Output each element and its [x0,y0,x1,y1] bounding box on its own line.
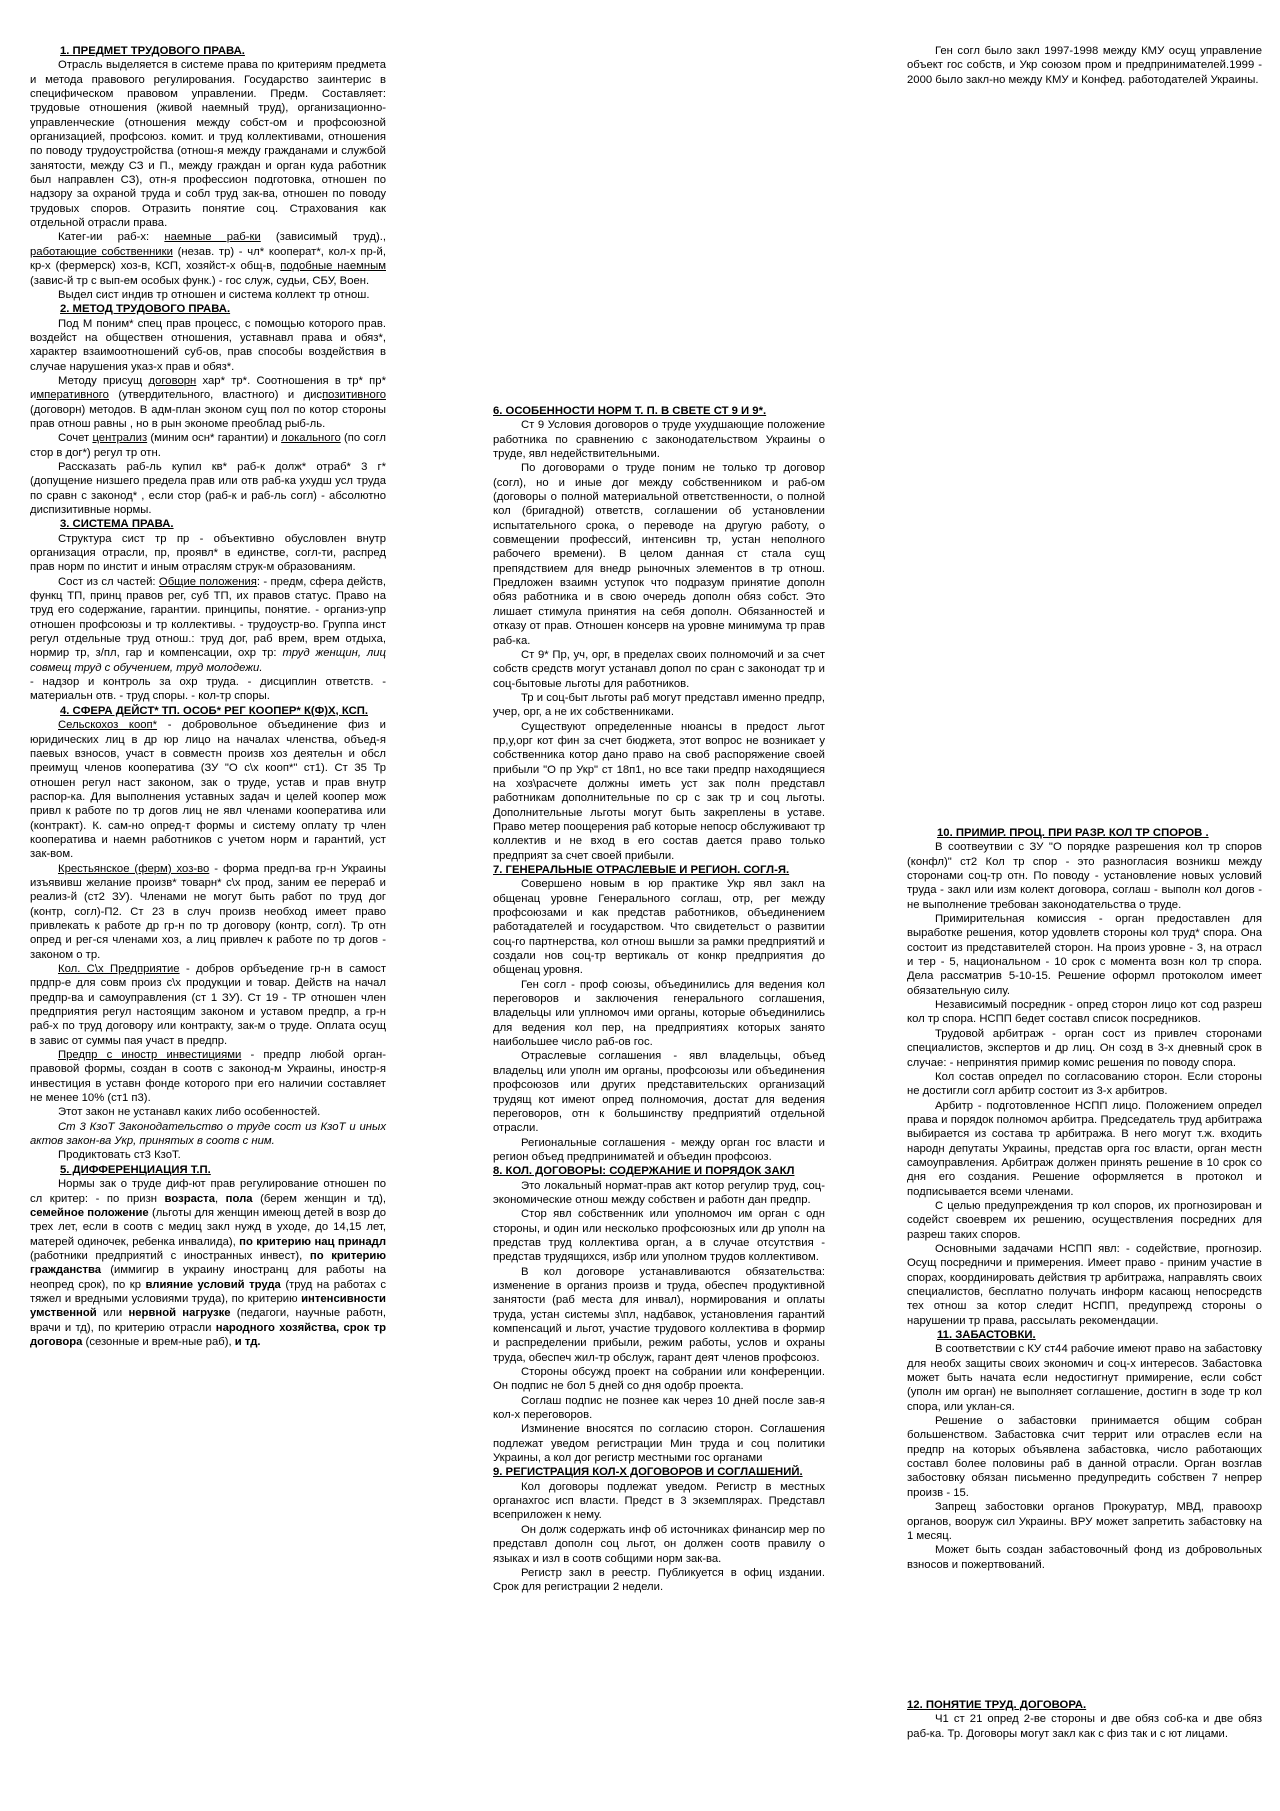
section-3-paragraph: Сост из сл частей: Общие положения: - предм, сфера действ, функц ТП, принц правов рег, суб ТП, их правов статус. Право на труд его содержание, гарантии. принципы, понятие. - организ-упр отношен профсоюзы и тр коллективы. - трудоустр-во. Группа инст регул отдельные труд отнош.: труд дог, раб врем, врем отдыха, нормир тр, з/пл, гар и компенсации, охр тр: труд женщин, лиц совмещ труд с обучением, труд молодежи. [30,575,387,674]
section-11-paragraph: Решение о забастовки принимается общим собран большенством. Забастовка счит террит или отраслев если на предпр на которых объявлена забастовка, число работающих составл более половины раб в данной отрасли. Орган возглав забостовку обязан письменно предупредить собствен 7 непрер произв - 15. [907,1415,1262,1499]
section-7-paragraph: Ген согл - проф союзы, объединились для ведения кол переговоров и заключения генерального соглашения, владельцы или уплномоч ими органы, которые объединились для ведения кол пер, на предприятиях которых занято наибольшее число раб-ов гос. [493,978,825,1049]
section-4-title: 4. СФЕРА ДЕЙСТ* ТП. ОСОБ* РЕГ КООПЕР* К(Ф)Х, КСП. [60,704,368,717]
column-right-top [907,44,1262,87]
section-6-paragraph: Тр и соц-быт льготы раб могут представл именно предпр, учер, орг, а не их собственниками. [493,691,825,719]
section-2-paragraph: Методу присущ договорн хар* тр*. Соотношения в тр* пр* императивного (утвердительного, властного) и диспозитивного (договорн) методов. В адм-план эконом сущ пол по котор стороны прав отнош равны , но в рын экономе преоблад рыб-ль. [30,374,386,430]
section-9-paragraph: Кол договоры подлежат уведом. Регистр в местных органахгос исп власти. Предст в 3 экземплярах. Представл всеприложен к нему. [493,1480,825,1522]
section-10-paragraph: Трудовой арбитраж - орган сост из привлеч сторонами специалистов, экспертов и др лиц. Он созд в 3-х дневный срок в случае: - непринятия примир комис решения по поводу спора. [907,1027,1262,1069]
section-8-paragraph: Стор явл собственник или уполномоч им орган с одн стороны, и один или несколько профсоюзных или др уполн на представ труд коллектива орган, а в случае отсутствия - представ трудящихся, избр или уполном трудов коллективом. [493,1208,825,1264]
section-10-title: 10. ПРИМИР. ПРОЦ. ПРИ РАЗР. КОЛ ТР СПОРОВ . [937,827,1209,839]
section-5-title: 5. ДИФФЕРЕНЦИАЦИЯ Т.П. [60,1163,211,1176]
section-4-paragraph: Ст 3 КзоТ Законодательство о труде сост из КзоТ и иных актов закон-ва Укр, принятых в соотв с ним. [30,1120,386,1148]
section-7-paragraph: Совершено новым в юр практике Укр явл закл на общенац уровне Генерального соглаш, отр, рег между профсоюзами и как представ работников, объединением работадателей и государством. Что свидетельст о развитии соц-го партнерства, кол отнош вышли за рамки предприятий и создали нов соц-тр вертикаль от конкр предприятия до общенац уровня. [493,878,825,977]
section-3-paragraph: - надзор и контроль за охр труда. - дисциплин ответств. - материальн отв. - труд споры. - кол-тр споры. [30,676,386,703]
section-12-paragraph: Ч1 ст 21 опред 2-ве стороны и две обяз соб-ка и две обяз раб-ка. Тр. Договоры могут закл как с физ так и с ют лицами. [907,1713,1262,1740]
section-8-paragraph: Изминение вносятся по согласию сторон. Соглашения подлежат уведом регистрации Мин труда и соц политики Украины, а кол дог регистр местными гос органами [493,1423,825,1465]
section-10-paragraph: Примирительная комиссия - орган предоставлен для выработке решения, котор удовлетв стороны кол труд* спора. Она состоит из представителей сторон. На произ уровне - 3, на отрасл и тер - 5, национальном - 10 срок с момента возн кол тр спора. Дела рассматрив 5-10-15. Решение оформл протоколом имеет обязательную силу. [907,913,1262,997]
section-7-title: 7. ГЕНЕРАЛЬНЫЕ ОТРАСЛЕВЫЕ И РЕГИОН. СОГЛ-Я. [493,864,790,876]
section-7-paragraph: Региональные соглашения - между орган гос власти и регион объед предприниматей и объедин профсоюз. [493,1136,825,1163]
section-2-title: 2. МЕТОД ТРУДОВОГО ПРАВА. [60,303,231,316]
section-3-paragraph: Структура сист тр пр - объективно обусловлен внутр организация отрасли, пр, проявл* в единстве, согл-ти, распред прав норм по инстит и иным отраслям струк-м образованиям. [30,532,386,574]
section-2-paragraph: Рассказать раб-ль купил кв* раб-к долж* отраб* 3 г* (допущение низшего предела прав или отв раб-ка ухудш усл труда по сравн с законод* , если стор (раб-к и раб-ль согл) - абсолютно диспизитивные нормы. [30,460,386,516]
section-6-paragraph: Ст 9* Пр, уч, орг, в пределах своих полномочий и за счет собств средств могут устанавл допол по сран с законодат тр и соц-бытовые льготы для работников. [493,648,825,690]
section-8-paragraph: В кол договоре устанавливаются обязательства: изменение в организ произв и труда, обеспеч продуктивной занятости (раб места для инвал), нормирования и оплаты труда, устан системы з\пл, надбавок, установления гарантий компенсаций и льгот, участие трудового коллектива в формир и распределении прибыли, режим работы, услов и охраны труда, обеспеч жил-тр обслуж, гарант деят членов профсоюз. [493,1265,825,1364]
section-6-title: 6. ОСОБЕННОСТИ НОРМ Т. П. В СВЕТЕ СТ 9 И 9*. [493,405,767,417]
section-8-paragraph: Это локальный нормат-прав акт котор регулир труд, соц-экономические отнош между собствен и работн дан предпр. [493,1179,825,1206]
section-4-paragraph: Продиктовать ст3 КзоТ. [58,1149,181,1162]
section-8-title: 8. КОЛ. ДОГОВОРЫ: СОДЕРЖАНИЕ И ПОРЯДОК ЗАКЛ [493,1165,795,1178]
general-agreement-paragraph: Ген согл было закл 1997-1998 между КМУ осущ управление объект гос собств, и Укр союзом пром и предпринимателей.1999 - 2000 было закл-но между КМУ и Конфед. работодателей Украины. [907,45,1262,86]
section-4-paragraph: Сельскохоз кооп* - добровольное объединение физ и юридических лиц в др юр лицо на началах членства, объед-я паевых взносов, участ в совместн произв хоз деятельн и обсл преимущ членов кооператива (ЗУ "О с\х кооп*" ст1). Ст 35 Тр отношен регул наст законом, зак о труде, устав и прав внутр распор-ка. Для выполнения уставных задач и целей коопер мож привл к работе по тр догов лиц не явл членами кооператива или (контракт). К. сам-но опред-т формы и систему оплату тр член кооператива и наемн работников с учетом норм и гарантий, уст зак-вом. [30,719,386,861]
section-6-paragraph: По договорами о труде поним не только тр договор (согл), но и иные дог между собственником и раб-ом (договоры о полной материальной ответственности, о полной кол (бригадной) ответств, соглашении об установлении испытательного срока, о переводе на другую работу, о совмещении профессий, интенсивн тр, устан неполного рабочего времени). В целом данная ст стала сущ препядствием для внедр рыночных элементов в тр отнош. Предложен взаимн уступок что подразум принятие дополн обяз работника и в свою очередь дополн обяз собст. Это лишает стимула принятия на себя дополн. Обязанностей и отказу от прав. Отношен консерв на уровне минимума тр прав раб-ка. [493,462,825,647]
section-5-paragraph: Нормы зак о труде диф-ют прав регулирование отношен по сл критер: - по призн возраста, пола (берем женщин и тд), семейное положение (льготы для женщин имеющ детей в возр до трех лет, если в соотв с медиц закл нужд в уходе, до 14,15 лет, матерей одиночек, ребенка инвалида), по критерию нац принадл (работники предприятий с иностранных инвест), по критерию гражданства (иммигир в украину иностранц для работы на неопред срок), по кр влияние условий труда (труд на работах с тяжел и вредными условиями труда), по критерию интенсивности умственной или нервной нагрузке (педагоги, научные работн, врачи и тд), по критерию отрасли народного хозяйства, срок тр договора (сезонные и врем-ные раб), и тд. [30,1178,386,1348]
section-4-paragraph: Кол. С\х Предприятие - добров орбъедение гр-н в самост прдпр-е для совм произ с\х продукции и товар. Действ на начал предпр-ва и самоуправления (ст 1 ЗУ). Ст 19 - ТР отношен член предприятия регул настоящим законом и уставом предпр, а гр-н раб-х по труд договору или контракту, зак-м о труде. Оплата осущ в завис от суммы пая участ в предпр. [30,963,386,1047]
section-8-paragraph: Стороны обсужд проект на собрании или конференции. Он подпис не бол 5 дней со дня одобр проекта. [493,1366,825,1393]
section-10-paragraph: В соотвеутвии с ЗУ "О порядке разрешения кол тр споров (конфл)" ст2 Кол тр спор - это разногласия возникш между сторонами соц-тр отн. По поводу - установление новых условий труда - закл или изм колект договора, соглаш - выполн кол догов - не выполнение требован законодательства о труде. [907,841,1262,911]
section-10-paragraph: Кол состав определ по согласованию сторон. Если стороны не достигли согл арбитр состоит из 3-х арбитров. [907,1070,1262,1098]
section-7-paragraph: Отраслевые соглашения - явл владельцы, объед владельц или уполн им органы, профсоюзы или объединения профсоюзов или других представительских организаций трудящ кот имеют опред полномочия, достат для ведения переговоров, отн к большинству предприятий отдельной отрасли. [493,1050,825,1135]
section-11-paragraph: Может быть создан забастовочный фонд из добровольных взносов и пожертвований. [907,1544,1262,1571]
section-1-paragraph: Выдел сист индив тр отношен и система коллект тр отнош. [58,288,370,301]
section-9-paragraph: Регистр закл в реестр. Публикуется в офиц издании. Срок для регистрации 2 недели. [493,1566,825,1594]
section-1-title: 1. ПРЕДМЕТ ТРУДОВОГО ПРАВА. [60,45,245,57]
section-3-title: 3. СИСТЕМА ПРАВА. [60,518,174,531]
column-right-bottom [907,1698,1262,1741]
section-4-paragraph: Этот закон не устанавл каких либо особенностей. [58,1106,321,1119]
section-10-paragraph: Основными задачами НСПП явл: - содействие, прогнозир. Осущ посредничи и примерения. Имеет право - приним участие в спорах, координировать действия тр арбитража, направлять своих специалистов, бесплатно получать информ касающ непосредств тех отнош за котор следит НСПП, предупрежд стороны о нарушении тр права, рассылать рекомендации. [907,1242,1262,1327]
section-12-title: 12. ПОНЯТИЕ ТРУД. ДОГОВОРА. [907,1699,1087,1711]
section-4-paragraph: Крестьянское (ферм) хоз-во - форма предп-ва гр-н Украины изъявивш желание произв* товарн* с\х прод, заним ее перераб и реализ-й (ст2 ЗУ). Членами не могут быть работ по труд дог (контр, согл)-П2. Ст 23 в случ произв необход имеет право привлекать к работе др гр-н по тр договору (контр, согл). Тр отн опред и рег-ся членами хоз, а лиц привлеч к работе по тр догов - законом о тр. [30,862,386,961]
section-10-paragraph: Независимый посредник - опред сторон лицо кот сод разреш кол тр спора. НСПП бедет составл список посредников. [907,999,1262,1026]
column-right-middle [907,826,1262,1572]
section-9-paragraph: Он долж содержать инф об источниках финансир мер по представл дополн соц льгот, он должен соотв правилу о языках и изл в соотв собщими норм зак-ва. [493,1523,825,1565]
column-left [30,44,386,1349]
section-4-paragraph: Предпр с иностр инвестициями - предпр любой орган-правовой формы, создан в соотв с законод-м Украины, иностр-я инвестиция в уставн фонде которого при его наличии составляет не менее 10% (ст1 п3). [30,1049,386,1105]
section-6-paragraph: Существуют определенные нюансы в предост льгот пр,у,орг кот фин за счет бюджета, этот вопрос не возникает у собственника котор дано право на своб распоряжение своей прибыли "О пр Укр" ст 18п1, но все таки предпр находящиеся на хоз\расчете должны иметь уст зак полн представл работникам дополнительные по ср с зак тр и соц льготы. Дополнительные льготы могут быть закреплены в уставе. Право метер поощерения раб которые непоср обслуживают тр коллектив и не вход в его состав дается право только предприят за счет своей прибыли. [493,720,825,862]
section-10-paragraph: С целью предупреждения тр кол споров, их прогнозирован и содейст своеврем их решению, осуществления посредних для разреш таких споров. [907,1199,1262,1241]
column-middle [493,404,825,1595]
section-11-paragraph: Запрещ забостовки органов Прокуратур, МВД, правоохр органов, вооруж сил Украины. ВРУ может запретить забастовку на 1 месяц. [907,1501,1262,1542]
section-9-title: 9. РЕГИСТРАЦИЯ КОЛ-Х ДОГОВОРОВ И СОГЛАШЕНИЙ. [493,1466,803,1479]
section-2-paragraph: Сочет централиз (миним осн* гарантии) и локального (по согл стор в дог*) регул тр отн. [30,432,386,459]
section-1-categories-paragraph: Катег-ии раб-х: наемные раб-ки (зависимый труд)., работающие собственники (незав. тр) - чл* кооперат*, кол-х пр-й, кр-х (фермерск) хоз-в, КСП, хозяйст-х общ-в, подобные наемным (завис-й тр с вып-ем особых функ.) - гос служ, судьи, СБУ, Воен. [30,231,386,287]
section-11-title: 11. ЗАБАСТОВКИ. [937,1329,1036,1342]
section-10-paragraph: Арбитр - подготовленное НСПП лицо. Положением определ права и порядок полномоч арбитра. Председатель труд арбитража выбирается из состава тр арбитража. В него могут т.ж. входить народн депутаты Украины, представ орга гос власти, орган местн самоуправления. Арбитраж должен принять решение в 10 срок со дня его создания. Решение оформляется в протокол и подписывается всеми членами. [907,1099,1262,1198]
section-8-paragraph: Соглаш подпис не познее как через 10 дней после зав-я кол-х переговоров. [493,1394,825,1422]
section-11-paragraph: В соответствии с КУ ст44 рабочие имеют право на забастовку для необх защиты своих экономич и соц-х интересов. Забастовка может быть начата если недостигнут примирение, если собст (уполн им орган) не выполняет соглашение, достигн в зоде тр кол спора, или уклан-ся. [907,1343,1262,1413]
section-2-paragraph: Под М поним* спец прав процесс, с помощью которого прав. воздейст на обществен отношения, уставнавл права и обяз*, характер взаимоотношений суб-ов, прав способы воздействия в случае нарушения указ-х прав и обяз*. [30,317,386,373]
section-1-paragraph: Отрасль выделяется в системе права по критериям предмета и метода правового регулирования. Государство заинтерис в специфическом правовом управлении. Предм. Составляет: трудовые отношения (живой наемный труд), организационно-управленческие (отношения между собст-ом и профсоюзной организацией, профсоюз. комит. и труд коллективами, отношения по поводу трудоустройства (отнош-я между гражданами и службой занятости, между СЗ и П., между граждан и орган куда работник был направлен СЗ), отн-я профессион подготовка, отношен по надзору за охраной труда и собл труд зак-ва, отношен по поводу трудовых споров. Отразить понятие соц. Страхования как отдельной отрасли права. [30,59,386,230]
section-6-paragraph: Ст 9 Условия договоров о труде ухудшающие положение работника по сравнению с законодательством Украины о труде, явл недействительными. [493,419,825,461]
